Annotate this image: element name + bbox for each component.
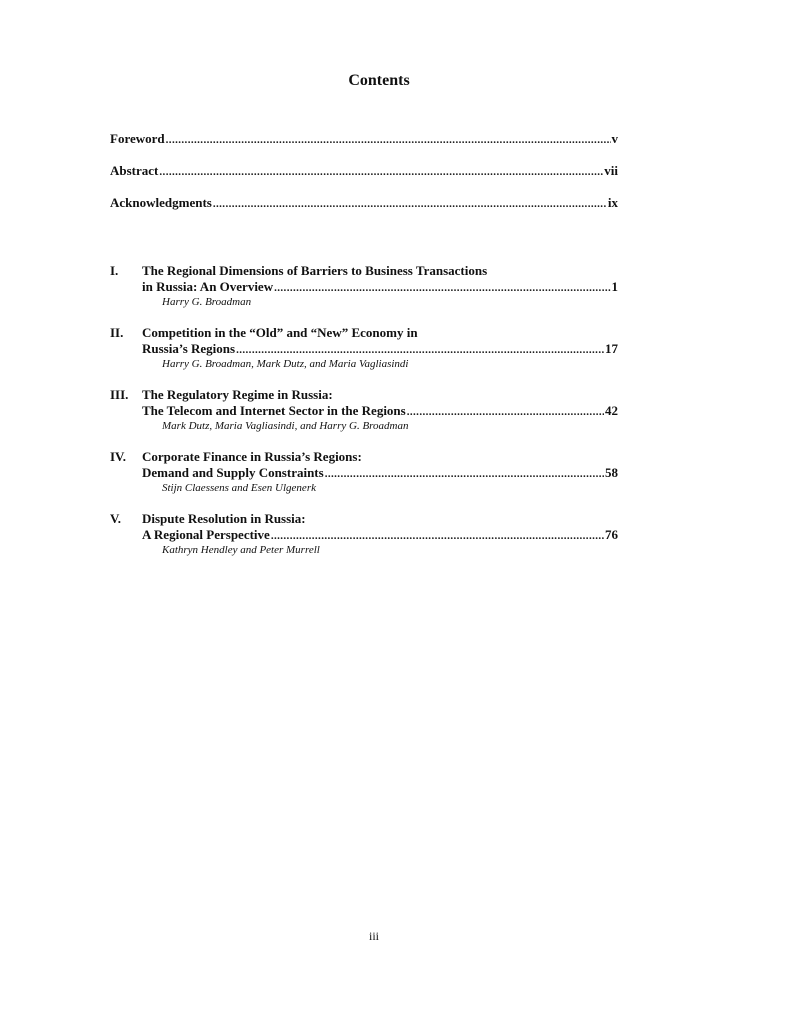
chapter-entry-3 <box>110 387 618 449</box>
front-matter-list <box>110 131 618 227</box>
chapter-title-line1: The Regional Dimensions of Barriers to Business Transactions <box>142 263 488 278</box>
dot-leader <box>166 134 611 146</box>
chapter-page: 17 <box>605 341 618 356</box>
chapter-title-line2: in Russia: An Overview <box>142 279 274 294</box>
chapter-title-link[interactable] <box>142 527 618 543</box>
chapter-page: 58 <box>605 465 618 480</box>
toc-entry-page: vii <box>604 163 618 178</box>
chapter-authors: Stijn Claessens and Esen Ulgenerk <box>162 482 316 494</box>
dot-leader <box>274 280 610 296</box>
dot-leader <box>213 198 607 210</box>
chapter-page: 42 <box>605 403 618 418</box>
chapter-authors: Harry G. Broadman <box>162 296 252 308</box>
page-title: Contents <box>348 72 410 89</box>
chapter-title-line2: A Regional Perspective <box>142 527 270 542</box>
chapter-title-line2: Russia’s Regions <box>142 341 236 356</box>
chapter-page: 1 <box>611 279 618 294</box>
chapter-entry-4 <box>110 449 618 511</box>
dot-leader <box>159 166 603 178</box>
chapter-entry-1 <box>110 263 618 325</box>
page-number: iii <box>368 929 379 943</box>
chapter-number: V. <box>110 511 121 526</box>
toc-entry-label: Acknowledgments <box>110 195 212 210</box>
chapter-body <box>142 263 618 309</box>
chapter-entry-2 <box>110 325 618 387</box>
chapter-authors: Harry G. Broadman, Mark Dutz, and Maria Vagliasindi <box>162 358 409 370</box>
chapter-authors: Kathryn Hendley and Peter Murrell <box>162 544 320 556</box>
chapter-body <box>142 387 618 433</box>
chapter-number: III. <box>110 387 129 402</box>
chapter-authors: Mark Dutz, Maria Vagliasindi, and Harry G. Broadman <box>162 420 409 432</box>
chapter-title-link[interactable] <box>142 279 618 295</box>
chapter-title-line2: Demand and Supply Constraints <box>142 465 324 480</box>
chapter-page: 76 <box>605 527 618 542</box>
toc-entry-foreword[interactable] <box>110 131 618 163</box>
toc-entry-page: v <box>611 131 618 146</box>
chapter-title-line2: The Telecom and Internet Sector in the Regions <box>142 403 406 418</box>
toc-entry-abstract[interactable] <box>110 163 618 195</box>
chapter-body <box>142 449 618 495</box>
chapter-title-line1: The Regulatory Regime in Russia: <box>142 387 333 402</box>
chapter-title-link[interactable] <box>142 341 618 357</box>
chapter-list <box>110 263 618 573</box>
toc-entry-label: Abstract <box>110 163 159 178</box>
dot-leader <box>407 404 604 420</box>
chapter-body <box>142 511 618 557</box>
chapter-title-line1: Competition in the “Old” and “New” Economy in <box>142 325 418 340</box>
chapter-title-line1: Dispute Resolution in Russia: <box>142 511 306 526</box>
dot-leader <box>325 466 604 482</box>
chapter-title-link[interactable] <box>142 403 618 419</box>
chapter-number: IV. <box>110 449 127 464</box>
chapter-number: I. <box>110 263 119 278</box>
chapter-entry-5 <box>110 511 618 573</box>
toc-entry-acknowledgments[interactable] <box>110 195 618 227</box>
dot-leader <box>271 528 604 544</box>
chapter-title-line1: Corporate Finance in Russia’s Regions: <box>142 449 362 464</box>
dot-leader <box>236 342 604 358</box>
chapter-number: II. <box>110 325 124 340</box>
chapter-body <box>142 325 618 371</box>
toc-entry-page: ix <box>607 195 618 210</box>
chapter-title-link[interactable] <box>142 465 618 481</box>
toc-entry-label: Foreword <box>110 131 165 146</box>
